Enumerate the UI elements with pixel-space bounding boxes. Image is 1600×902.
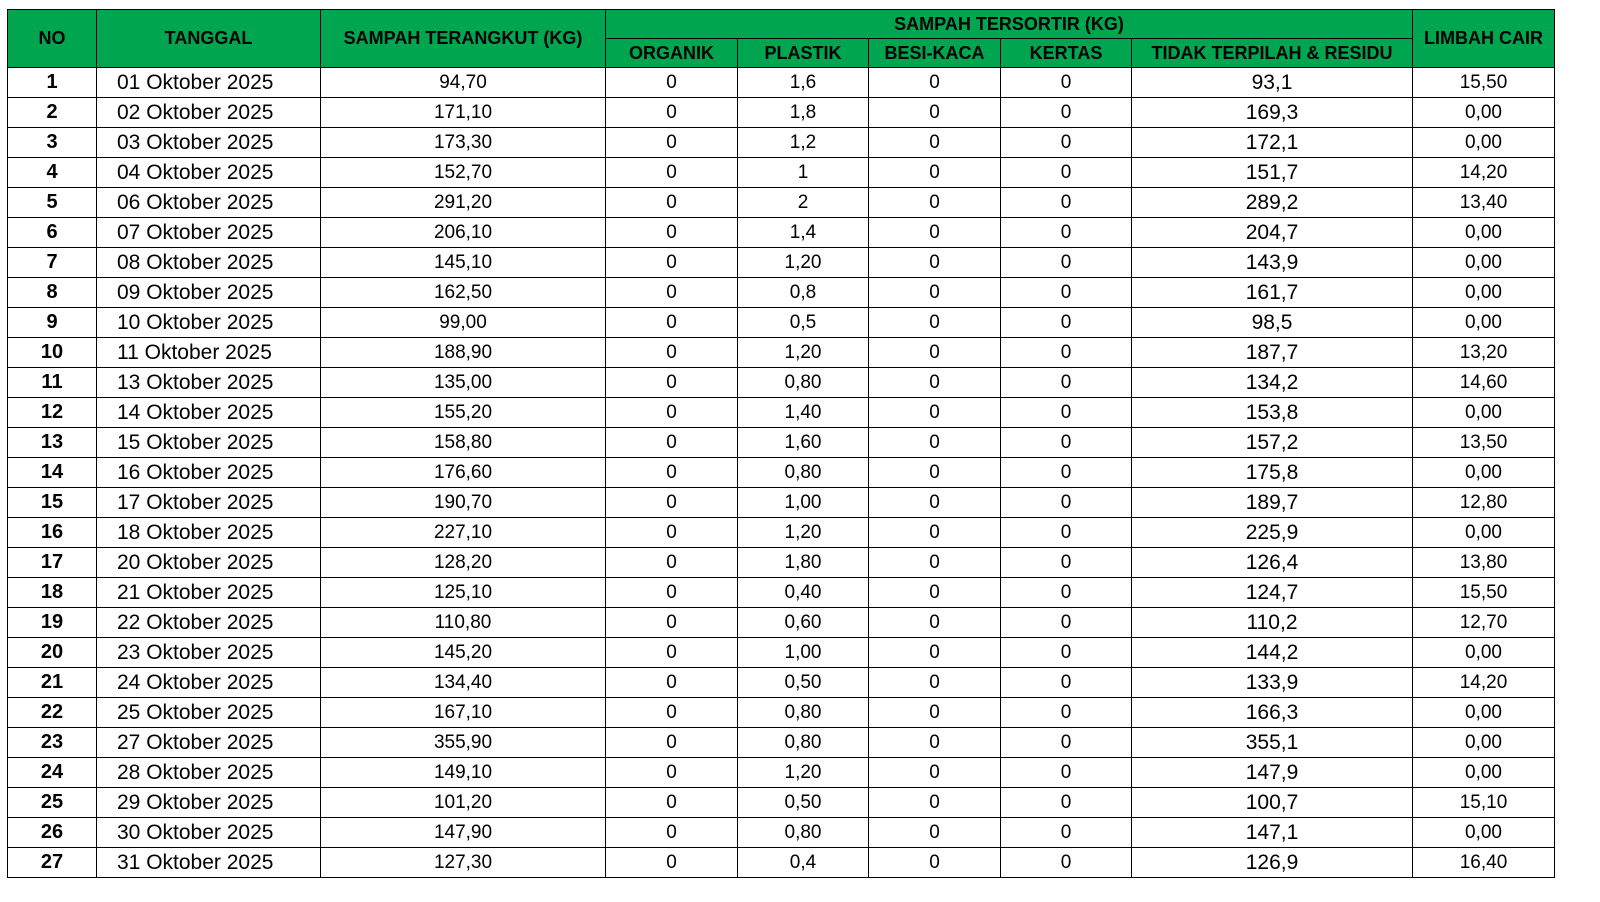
besi-kaca-cell: 0 <box>869 218 1001 248</box>
date-cell: 29 Oktober 2025 <box>97 788 321 818</box>
plastik-cell: 1,6 <box>738 68 869 98</box>
plastik-cell: 0,8 <box>738 278 869 308</box>
residu-cell: 187,7 <box>1132 338 1413 368</box>
organik-cell: 0 <box>606 338 738 368</box>
plastik-cell: 1,4 <box>738 218 869 248</box>
table-row <box>8 188 1555 218</box>
besi-kaca-cell: 0 <box>869 308 1001 338</box>
date-cell: 04 Oktober 2025 <box>97 158 321 188</box>
kertas-cell: 0 <box>1001 488 1132 518</box>
kertas-cell: 0 <box>1001 848 1132 878</box>
no-cell: 4 <box>8 158 97 188</box>
limbah-cair-cell: 0,00 <box>1413 458 1555 488</box>
date-cell: 16 Oktober 2025 <box>97 458 321 488</box>
organik-cell: 0 <box>606 638 738 668</box>
besi-kaca-cell: 0 <box>869 248 1001 278</box>
residu-cell: 147,9 <box>1132 758 1413 788</box>
plastik-cell: 0,40 <box>738 578 869 608</box>
organik-cell: 0 <box>606 788 738 818</box>
plastik-cell: 0,80 <box>738 368 869 398</box>
table-row <box>8 518 1555 548</box>
no-cell: 3 <box>8 128 97 158</box>
kertas-cell: 0 <box>1001 788 1132 818</box>
organik-cell: 0 <box>606 848 738 878</box>
date-cell: 30 Oktober 2025 <box>97 818 321 848</box>
plastik-cell: 0,5 <box>738 308 869 338</box>
kertas-cell: 0 <box>1001 218 1132 248</box>
plastik-cell: 0,4 <box>738 848 869 878</box>
besi-kaca-cell: 0 <box>869 788 1001 818</box>
terangkut-cell: 125,10 <box>321 578 606 608</box>
header-sampah-terangkut: SAMPAH TERANGKUT (KG) <box>321 10 606 68</box>
plastik-cell: 1 <box>738 158 869 188</box>
date-cell: 11 Oktober 2025 <box>97 338 321 368</box>
terangkut-cell: 227,10 <box>321 518 606 548</box>
organik-cell: 0 <box>606 308 738 338</box>
table-row <box>8 128 1555 158</box>
plastik-cell: 1,20 <box>738 248 869 278</box>
besi-kaca-cell: 0 <box>869 728 1001 758</box>
limbah-cair-cell: 12,70 <box>1413 608 1555 638</box>
table-row <box>8 488 1555 518</box>
limbah-cair-cell: 0,00 <box>1413 218 1555 248</box>
residu-cell: 355,1 <box>1132 728 1413 758</box>
table-row <box>8 248 1555 278</box>
table-row <box>8 218 1555 248</box>
plastik-cell: 1,20 <box>738 338 869 368</box>
residu-cell: 100,7 <box>1132 788 1413 818</box>
residu-cell: 98,5 <box>1132 308 1413 338</box>
organik-cell: 0 <box>606 668 738 698</box>
table-row <box>8 728 1555 758</box>
table-row <box>8 548 1555 578</box>
terangkut-cell: 128,20 <box>321 548 606 578</box>
date-cell: 25 Oktober 2025 <box>97 698 321 728</box>
date-cell: 10 Oktober 2025 <box>97 308 321 338</box>
limbah-cair-cell: 0,00 <box>1413 818 1555 848</box>
besi-kaca-cell: 0 <box>869 608 1001 638</box>
no-cell: 2 <box>8 98 97 128</box>
header-sampah-tersortir: SAMPAH TERSORTIR (KG) <box>606 10 1413 39</box>
table-row <box>8 68 1555 98</box>
header-organik: ORGANIK <box>606 39 738 68</box>
residu-cell: 157,2 <box>1132 428 1413 458</box>
table-body <box>8 68 1555 878</box>
limbah-cair-cell: 13,40 <box>1413 188 1555 218</box>
limbah-cair-cell: 13,50 <box>1413 428 1555 458</box>
terangkut-cell: 188,90 <box>321 338 606 368</box>
limbah-cair-cell: 0,00 <box>1413 308 1555 338</box>
header-limbah-cair: LIMBAH CAIR <box>1413 10 1555 68</box>
no-cell: 13 <box>8 428 97 458</box>
organik-cell: 0 <box>606 368 738 398</box>
kertas-cell: 0 <box>1001 338 1132 368</box>
table-row <box>8 848 1555 878</box>
date-cell: 20 Oktober 2025 <box>97 548 321 578</box>
date-cell: 31 Oktober 2025 <box>97 848 321 878</box>
plastik-cell: 1,2 <box>738 128 869 158</box>
plastik-cell: 1,20 <box>738 758 869 788</box>
besi-kaca-cell: 0 <box>869 758 1001 788</box>
limbah-cair-cell: 0,00 <box>1413 638 1555 668</box>
no-cell: 22 <box>8 698 97 728</box>
terangkut-cell: 101,20 <box>321 788 606 818</box>
residu-cell: 225,9 <box>1132 518 1413 548</box>
limbah-cair-cell: 13,20 <box>1413 338 1555 368</box>
table-row <box>8 308 1555 338</box>
terangkut-cell: 291,20 <box>321 188 606 218</box>
residu-cell: 143,9 <box>1132 248 1413 278</box>
no-cell: 11 <box>8 368 97 398</box>
terangkut-cell: 110,80 <box>321 608 606 638</box>
no-cell: 5 <box>8 188 97 218</box>
date-cell: 23 Oktober 2025 <box>97 638 321 668</box>
residu-cell: 151,7 <box>1132 158 1413 188</box>
besi-kaca-cell: 0 <box>869 668 1001 698</box>
terangkut-cell: 99,00 <box>321 308 606 338</box>
header-tanggal: TANGGAL <box>97 10 321 68</box>
besi-kaca-cell: 0 <box>869 518 1001 548</box>
table-row <box>8 368 1555 398</box>
date-cell: 24 Oktober 2025 <box>97 668 321 698</box>
no-cell: 16 <box>8 518 97 548</box>
header-tidak-terpilah-residu: TIDAK TERPILAH & RESIDU <box>1132 39 1413 68</box>
terangkut-cell: 147,90 <box>321 818 606 848</box>
kertas-cell: 0 <box>1001 398 1132 428</box>
organik-cell: 0 <box>606 218 738 248</box>
table-row <box>8 158 1555 188</box>
limbah-cair-cell: 14,20 <box>1413 668 1555 698</box>
table-row <box>8 668 1555 698</box>
plastik-cell: 2 <box>738 188 869 218</box>
terangkut-cell: 145,10 <box>321 248 606 278</box>
table-row <box>8 758 1555 788</box>
plastik-cell: 0,60 <box>738 608 869 638</box>
no-cell: 14 <box>8 458 97 488</box>
kertas-cell: 0 <box>1001 728 1132 758</box>
organik-cell: 0 <box>606 428 738 458</box>
terangkut-cell: 355,90 <box>321 728 606 758</box>
besi-kaca-cell: 0 <box>869 548 1001 578</box>
plastik-cell: 1,40 <box>738 398 869 428</box>
besi-kaca-cell: 0 <box>869 338 1001 368</box>
organik-cell: 0 <box>606 518 738 548</box>
besi-kaca-cell: 0 <box>869 638 1001 668</box>
limbah-cair-cell: 0,00 <box>1413 248 1555 278</box>
plastik-cell: 1,20 <box>738 518 869 548</box>
kertas-cell: 0 <box>1001 368 1132 398</box>
limbah-cair-cell: 0,00 <box>1413 758 1555 788</box>
no-cell: 25 <box>8 788 97 818</box>
residu-cell: 172,1 <box>1132 128 1413 158</box>
plastik-cell: 1,00 <box>738 488 869 518</box>
organik-cell: 0 <box>606 98 738 128</box>
kertas-cell: 0 <box>1001 98 1132 128</box>
organik-cell: 0 <box>606 128 738 158</box>
residu-cell: 134,2 <box>1132 368 1413 398</box>
limbah-cair-cell: 14,20 <box>1413 158 1555 188</box>
terangkut-cell: 190,70 <box>321 488 606 518</box>
no-cell: 15 <box>8 488 97 518</box>
limbah-cair-cell: 13,80 <box>1413 548 1555 578</box>
organik-cell: 0 <box>606 278 738 308</box>
terangkut-cell: 167,10 <box>321 698 606 728</box>
limbah-cair-cell: 0,00 <box>1413 728 1555 758</box>
terangkut-cell: 171,10 <box>321 98 606 128</box>
kertas-cell: 0 <box>1001 188 1132 218</box>
table-row <box>8 338 1555 368</box>
besi-kaca-cell: 0 <box>869 278 1001 308</box>
organik-cell: 0 <box>606 698 738 728</box>
table-row <box>8 98 1555 128</box>
limbah-cair-cell: 15,50 <box>1413 68 1555 98</box>
plastik-cell: 1,60 <box>738 428 869 458</box>
kertas-cell: 0 <box>1001 308 1132 338</box>
header-besi-kaca: BESI-KACA <box>869 39 1001 68</box>
table-row <box>8 278 1555 308</box>
residu-cell: 110,2 <box>1132 608 1413 638</box>
no-cell: 27 <box>8 848 97 878</box>
table-row <box>8 398 1555 428</box>
terangkut-cell: 152,70 <box>321 158 606 188</box>
terangkut-cell: 176,60 <box>321 458 606 488</box>
besi-kaca-cell: 0 <box>869 848 1001 878</box>
organik-cell: 0 <box>606 578 738 608</box>
date-cell: 08 Oktober 2025 <box>97 248 321 278</box>
besi-kaca-cell: 0 <box>869 68 1001 98</box>
organik-cell: 0 <box>606 818 738 848</box>
kertas-cell: 0 <box>1001 578 1132 608</box>
besi-kaca-cell: 0 <box>869 818 1001 848</box>
residu-cell: 133,9 <box>1132 668 1413 698</box>
kertas-cell: 0 <box>1001 428 1132 458</box>
besi-kaca-cell: 0 <box>869 698 1001 728</box>
kertas-cell: 0 <box>1001 158 1132 188</box>
limbah-cair-cell: 0,00 <box>1413 128 1555 158</box>
plastik-cell: 1,00 <box>738 638 869 668</box>
limbah-cair-cell: 16,40 <box>1413 848 1555 878</box>
besi-kaca-cell: 0 <box>869 428 1001 458</box>
kertas-cell: 0 <box>1001 668 1132 698</box>
limbah-cair-cell: 15,50 <box>1413 578 1555 608</box>
besi-kaca-cell: 0 <box>869 398 1001 428</box>
no-cell: 19 <box>8 608 97 638</box>
organik-cell: 0 <box>606 248 738 278</box>
date-cell: 09 Oktober 2025 <box>97 278 321 308</box>
date-cell: 21 Oktober 2025 <box>97 578 321 608</box>
residu-cell: 144,2 <box>1132 638 1413 668</box>
date-cell: 14 Oktober 2025 <box>97 398 321 428</box>
table-row <box>8 818 1555 848</box>
date-cell: 01 Oktober 2025 <box>97 68 321 98</box>
residu-cell: 93,1 <box>1132 68 1413 98</box>
no-cell: 8 <box>8 278 97 308</box>
no-cell: 1 <box>8 68 97 98</box>
residu-cell: 126,4 <box>1132 548 1413 578</box>
no-cell: 7 <box>8 248 97 278</box>
date-cell: 18 Oktober 2025 <box>97 518 321 548</box>
terangkut-cell: 158,80 <box>321 428 606 458</box>
date-cell: 17 Oktober 2025 <box>97 488 321 518</box>
residu-cell: 204,7 <box>1132 218 1413 248</box>
no-cell: 21 <box>8 668 97 698</box>
residu-cell: 124,7 <box>1132 578 1413 608</box>
date-cell: 27 Oktober 2025 <box>97 728 321 758</box>
plastik-cell: 0,80 <box>738 728 869 758</box>
no-cell: 17 <box>8 548 97 578</box>
kertas-cell: 0 <box>1001 758 1132 788</box>
date-cell: 13 Oktober 2025 <box>97 368 321 398</box>
organik-cell: 0 <box>606 458 738 488</box>
date-cell: 22 Oktober 2025 <box>97 608 321 638</box>
header-no: NO <box>8 10 97 68</box>
limbah-cair-cell: 0,00 <box>1413 698 1555 728</box>
header-plastik: PLASTIK <box>738 39 869 68</box>
organik-cell: 0 <box>606 158 738 188</box>
residu-cell: 169,3 <box>1132 98 1413 128</box>
date-cell: 02 Oktober 2025 <box>97 98 321 128</box>
no-cell: 24 <box>8 758 97 788</box>
organik-cell: 0 <box>606 398 738 428</box>
plastik-cell: 0,80 <box>738 818 869 848</box>
kertas-cell: 0 <box>1001 698 1132 728</box>
terangkut-cell: 149,10 <box>321 758 606 788</box>
date-cell: 15 Oktober 2025 <box>97 428 321 458</box>
besi-kaca-cell: 0 <box>869 368 1001 398</box>
terangkut-cell: 206,10 <box>321 218 606 248</box>
table-row <box>8 578 1555 608</box>
residu-cell: 175,8 <box>1132 458 1413 488</box>
no-cell: 23 <box>8 728 97 758</box>
header-kertas: KERTAS <box>1001 39 1132 68</box>
table-row <box>8 638 1555 668</box>
residu-cell: 161,7 <box>1132 278 1413 308</box>
no-cell: 26 <box>8 818 97 848</box>
residu-cell: 153,8 <box>1132 398 1413 428</box>
kertas-cell: 0 <box>1001 518 1132 548</box>
kertas-cell: 0 <box>1001 608 1132 638</box>
kertas-cell: 0 <box>1001 818 1132 848</box>
organik-cell: 0 <box>606 68 738 98</box>
limbah-cair-cell: 0,00 <box>1413 278 1555 308</box>
residu-cell: 189,7 <box>1132 488 1413 518</box>
terangkut-cell: 162,50 <box>321 278 606 308</box>
terangkut-cell: 135,00 <box>321 368 606 398</box>
limbah-cair-cell: 0,00 <box>1413 398 1555 428</box>
waste-data-table <box>7 9 1555 878</box>
date-cell: 06 Oktober 2025 <box>97 188 321 218</box>
terangkut-cell: 127,30 <box>321 848 606 878</box>
no-cell: 9 <box>8 308 97 338</box>
residu-cell: 289,2 <box>1132 188 1413 218</box>
kertas-cell: 0 <box>1001 128 1132 158</box>
plastik-cell: 1,80 <box>738 548 869 578</box>
organik-cell: 0 <box>606 758 738 788</box>
besi-kaca-cell: 0 <box>869 458 1001 488</box>
date-cell: 07 Oktober 2025 <box>97 218 321 248</box>
table-row <box>8 428 1555 458</box>
kertas-cell: 0 <box>1001 248 1132 278</box>
no-cell: 6 <box>8 218 97 248</box>
plastik-cell: 0,80 <box>738 698 869 728</box>
limbah-cair-cell: 14,60 <box>1413 368 1555 398</box>
plastik-cell: 0,50 <box>738 788 869 818</box>
plastik-cell: 0,80 <box>738 458 869 488</box>
besi-kaca-cell: 0 <box>869 128 1001 158</box>
limbah-cair-cell: 12,80 <box>1413 488 1555 518</box>
kertas-cell: 0 <box>1001 638 1132 668</box>
organik-cell: 0 <box>606 548 738 578</box>
kertas-cell: 0 <box>1001 68 1132 98</box>
plastik-cell: 1,8 <box>738 98 869 128</box>
terangkut-cell: 94,70 <box>321 68 606 98</box>
no-cell: 20 <box>8 638 97 668</box>
kertas-cell: 0 <box>1001 278 1132 308</box>
residu-cell: 166,3 <box>1132 698 1413 728</box>
besi-kaca-cell: 0 <box>869 578 1001 608</box>
limbah-cair-cell: 15,10 <box>1413 788 1555 818</box>
organik-cell: 0 <box>606 188 738 218</box>
besi-kaca-cell: 0 <box>869 98 1001 128</box>
table-row <box>8 608 1555 638</box>
table-header <box>8 10 1555 68</box>
besi-kaca-cell: 0 <box>869 158 1001 188</box>
table-row <box>8 788 1555 818</box>
besi-kaca-cell: 0 <box>869 188 1001 218</box>
date-cell: 03 Oktober 2025 <box>97 128 321 158</box>
no-cell: 12 <box>8 398 97 428</box>
organik-cell: 0 <box>606 488 738 518</box>
kertas-cell: 0 <box>1001 458 1132 488</box>
terangkut-cell: 134,40 <box>321 668 606 698</box>
organik-cell: 0 <box>606 608 738 638</box>
terangkut-cell: 145,20 <box>321 638 606 668</box>
limbah-cair-cell: 0,00 <box>1413 518 1555 548</box>
table-row <box>8 458 1555 488</box>
residu-cell: 126,9 <box>1132 848 1413 878</box>
limbah-cair-cell: 0,00 <box>1413 98 1555 128</box>
table-row <box>8 698 1555 728</box>
residu-cell: 147,1 <box>1132 818 1413 848</box>
plastik-cell: 0,50 <box>738 668 869 698</box>
no-cell: 10 <box>8 338 97 368</box>
no-cell: 18 <box>8 578 97 608</box>
organik-cell: 0 <box>606 728 738 758</box>
besi-kaca-cell: 0 <box>869 488 1001 518</box>
date-cell: 28 Oktober 2025 <box>97 758 321 788</box>
kertas-cell: 0 <box>1001 548 1132 578</box>
terangkut-cell: 155,20 <box>321 398 606 428</box>
terangkut-cell: 173,30 <box>321 128 606 158</box>
